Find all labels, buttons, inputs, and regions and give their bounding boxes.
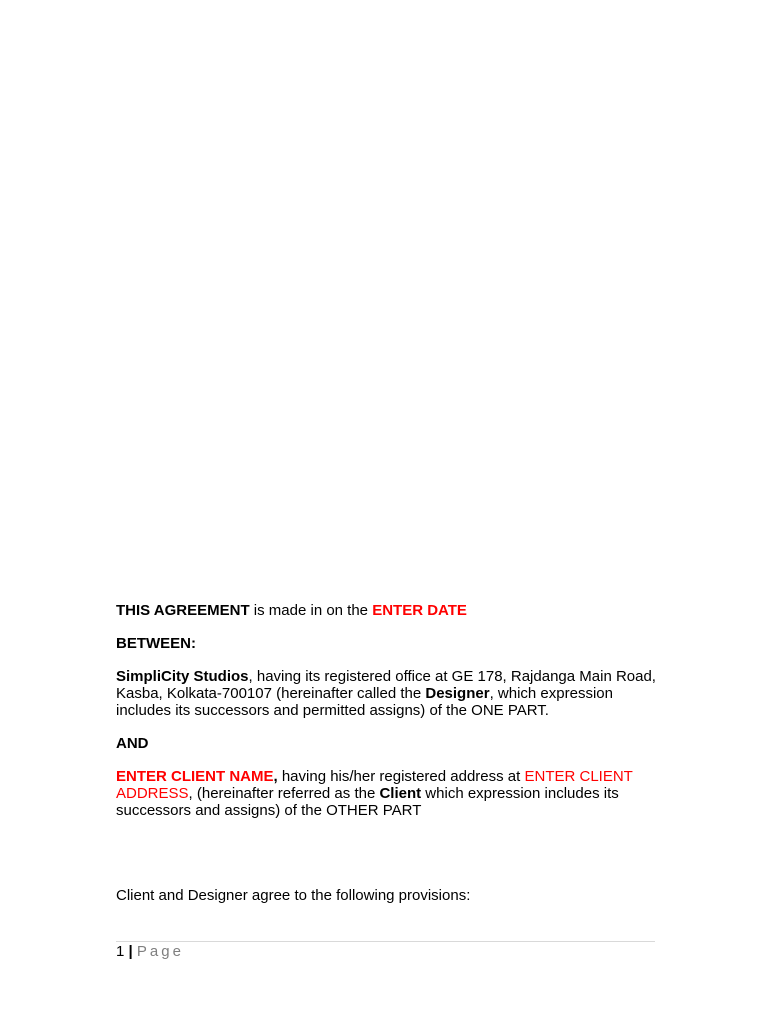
client-address-placeholder: ENTER CLIENT ADDRESS [116, 768, 633, 802]
agreement-lead: THIS AGREEMENT [116, 602, 250, 619]
page-footer [116, 943, 184, 960]
client-clause-text-2: , (hereinafter referred as the [188, 785, 380, 802]
designer-clause-text-2: , which expression includes its successors and permitted assigns) of the ONE PART. [116, 685, 613, 719]
agreement-body [116, 602, 656, 835]
and-heading: AND [116, 735, 149, 752]
client-party-clause [116, 768, 656, 819]
between-heading: BETWEEN: [116, 635, 196, 652]
agreement-intro-text: is made in on the [249, 602, 373, 619]
page-label: Page [136, 943, 184, 960]
agreement-intro [116, 602, 656, 619]
designer-party-clause [116, 668, 656, 719]
provisions-intro: Client and Designer agree to the following provisions: [116, 887, 471, 904]
client-clause-text-3: which expression includes its successors and assigns) of the OTHER PART [116, 785, 619, 819]
designer-clause-text-1: , having its registered office at GE 178, Rajdanga Main Road, Kasba, Kolkata-700107 (hereinafter called the [116, 668, 656, 702]
client-role: Client [379, 785, 422, 802]
client-name-comma: , [273, 768, 278, 785]
page-separator: | [124, 943, 137, 960]
date-placeholder: ENTER DATE [372, 602, 467, 619]
designer-company-name: SimpliCity Studios [116, 668, 249, 685]
client-name-placeholder: ENTER CLIENT NAME [116, 768, 274, 785]
designer-role: Designer [425, 685, 490, 702]
page-number: 1 [116, 943, 125, 960]
footer-divider [116, 941, 655, 942]
client-clause-text-1: having his/her registered address at [277, 768, 525, 785]
